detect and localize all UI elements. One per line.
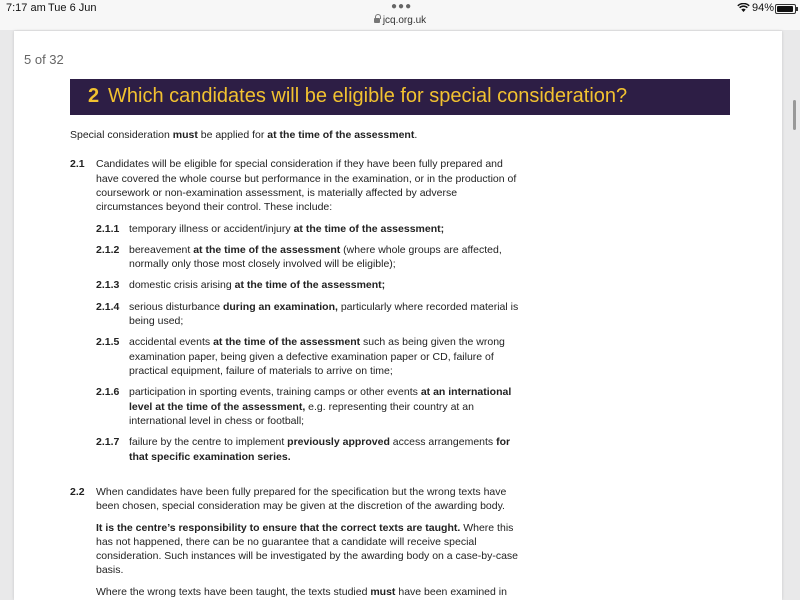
section-heading <box>70 79 730 115</box>
lock-icon <box>374 18 380 23</box>
item-number: 2.1.3 <box>96 279 120 291</box>
intro-paragraph: Special consideration must be applied for at the time of the assessment. <box>70 129 418 141</box>
address-bar[interactable] <box>0 15 800 26</box>
battery-percentage: 94% <box>752 2 775 14</box>
paragraph-line: It is the centre’s responsibility to ensure that the correct texts are taught. Where this <box>96 522 514 534</box>
item-number: 2.1.2 <box>96 244 120 256</box>
list-item-line: practical equipment, failure of materials to arrive on time; <box>129 365 393 377</box>
item-number: 2.1.5 <box>96 336 120 348</box>
list-item-line: level at the time of the assessment, e.g. representing their country at an <box>129 401 474 413</box>
multitasking-dots-icon[interactable]: ●●● <box>391 1 413 12</box>
page-counter: 5 of 32 <box>24 52 64 67</box>
status-bar <box>0 0 800 30</box>
paragraph-line: been chosen, special consideration may be given at the discretion of the awarding body. <box>96 500 505 512</box>
list-item: domestic crisis arising at the time of the assessment; <box>129 279 386 291</box>
list-item-line: being used; <box>129 315 184 327</box>
paragraph-line: Where the wrong texts have been taught, the texts studied must have been examined in <box>96 586 507 598</box>
battery-icon <box>775 4 796 14</box>
paragraph-line: Candidates will be eligible for special consideration if they have been fully prepared and <box>96 158 503 170</box>
list-item: accidental events at the time of the assessment such as being given the wrong <box>129 336 505 348</box>
paragraph-line: consideration. Such instances will be investigated by the awarding body on a case-by-case <box>96 550 518 562</box>
item-number: 2.1.4 <box>96 301 120 313</box>
section-number: 2 <box>88 85 100 107</box>
list-item: temporary illness or accident/injury at the time of the assessment; <box>129 223 445 235</box>
item-number: 2.1.1 <box>96 223 120 235</box>
paragraph-line: basis. <box>96 564 124 576</box>
paragraph-line: have covered the whole course but performance in the examination, or in the production of <box>96 173 517 185</box>
paragraph-number: 2.1 <box>70 158 85 170</box>
url-text: jcq.org.uk <box>382 15 427 26</box>
paragraph-line: has not happened, there can be no guarantee that a candidate will receive special <box>96 536 477 548</box>
paragraph-number: 2.2 <box>70 486 85 498</box>
list-item: participation in sporting events, training camps or other events at an international <box>129 386 512 398</box>
list-item-line: normally only those most closely involved will be eligible); <box>129 258 396 270</box>
paragraph-line: coursework or non-examination assessment, is materially affected by adverse <box>96 187 458 199</box>
list-item: failure by the centre to implement previously approved access arrangements for <box>129 436 511 448</box>
wifi-icon <box>737 3 750 12</box>
list-item-line: that specific examination series. <box>129 451 291 463</box>
list-item: serious disturbance during an examination, particularly where recorded material is <box>129 301 519 313</box>
status-date: Tue 6 Jun <box>48 2 97 14</box>
status-time: 7:17 am <box>6 2 46 14</box>
item-number: 2.1.7 <box>96 436 120 448</box>
paragraph-line: When candidates have been fully prepared for the specification but the wrong texts have <box>96 486 507 498</box>
scrollbar[interactable] <box>793 100 796 130</box>
list-item-line: examination paper, being given a defective examination paper or CD, failure of <box>129 351 494 363</box>
list-item-line: international level in chess or football; <box>129 415 305 427</box>
paragraph-line: circumstances beyond their control. These include: <box>96 201 333 213</box>
section-title: Which candidates will be eligible for special consideration? <box>108 85 628 107</box>
item-number: 2.1.6 <box>96 386 120 398</box>
list-item: bereavement at the time of the assessment (where whole groups are affected, <box>129 244 502 256</box>
